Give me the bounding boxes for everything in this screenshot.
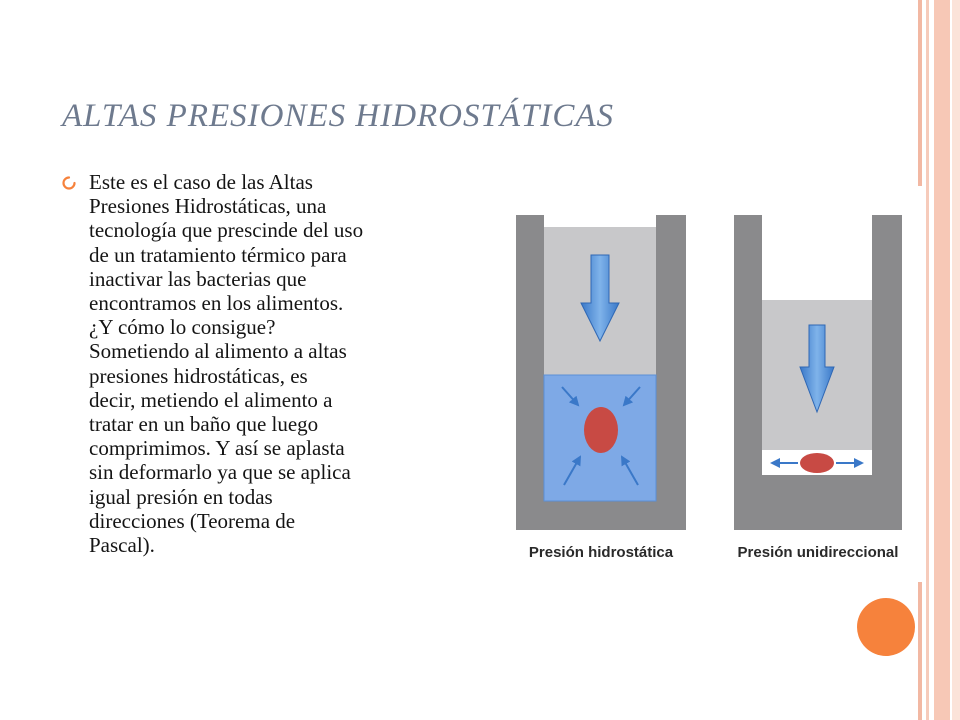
pressure-diagram [510,205,915,575]
hydrostatic-container [516,215,686,530]
slide-body-text: Este es el caso de las Altas Presiones Hidrostáticas, una tecnología que prescinde del uso de un tratamiento térmico para inactivar las bacterias que encontramos en los alimentos. ¿Y cómo lo consigue? Sometiendo al alimento a altas presiones hidrostáticas, es decir, metiendo el alimento a tratar en un baño que luego comprimimos. Y así se aplasta sin deformarlo ya que se aplica igual presión en todas direcciones (Teorema de Pascal). [89,170,364,558]
slide-title: ALTAS PRESIONES HIDROSTÁTICAS [62,98,615,134]
border-stripe [926,0,929,720]
bullet-icon [62,176,76,190]
border-stripe [952,0,960,720]
caption-hydrostatic: Presión hidrostática [528,544,674,561]
border-stripe [934,0,950,720]
border-stripe-gap [918,186,922,582]
accent-circle [857,598,915,656]
caption-unidirectional: Presión unidireccional [737,544,899,561]
unidirectional-container [734,215,902,530]
